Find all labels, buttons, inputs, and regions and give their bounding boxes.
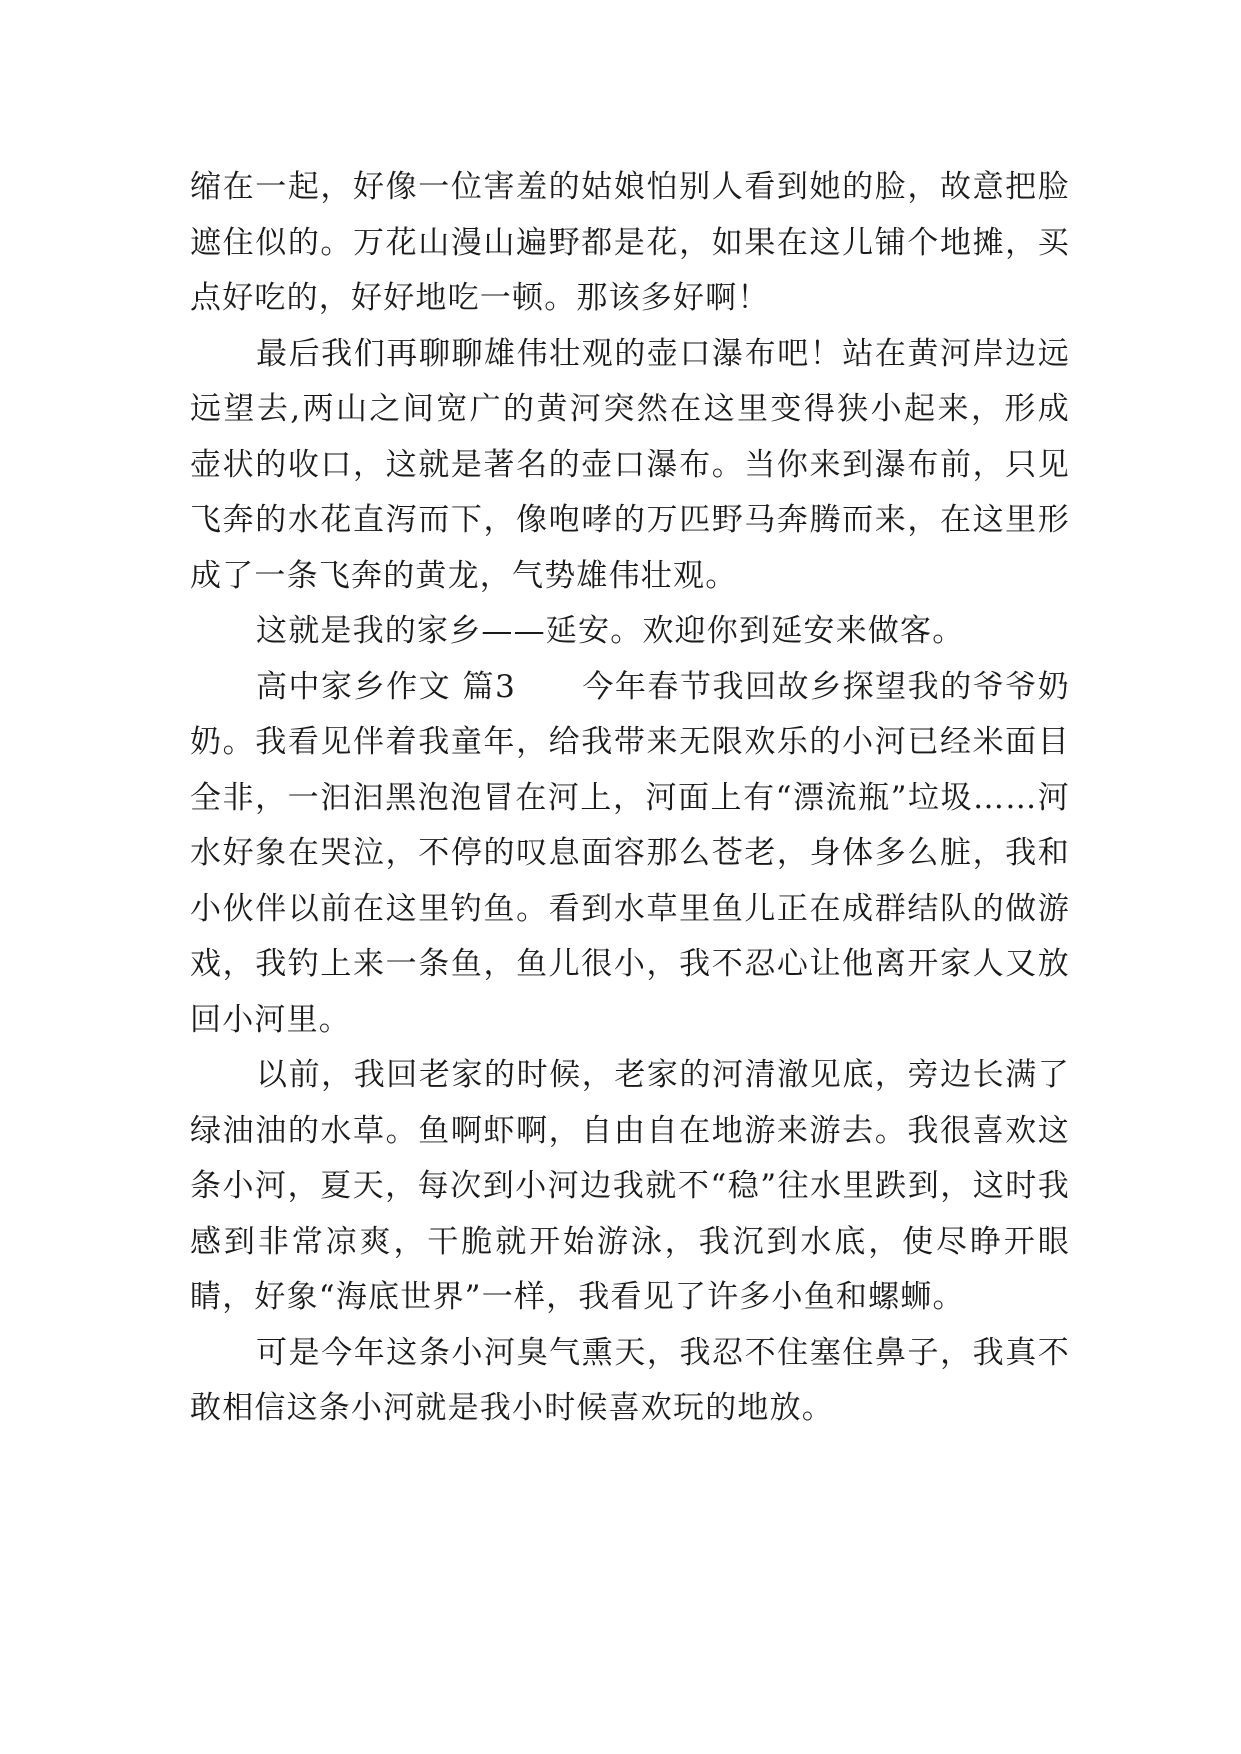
paragraph-2: 最后我们再聊聊雄伟壮观的壶口瀑布吧！站在黄河岸边远远望去,两山之间宽广的黄河突然在这里变得狭小起来，形成壶状的收口，这就是著名的壶口瀑布。当你来到瀑布前，只见飞奔的水花直泻而下，像咆哮的万匹野马奔腾而来，在这里形成了一条飞奔的黄龙，气势雄伟壮观。 <box>190 335 1070 594</box>
section-paragraph <box>190 660 1070 1049</box>
paragraph-3: 这就是我的家乡——延安。欢迎你到延安来做客。 <box>256 613 965 649</box>
paragraph-5: 以前，我回老家的时候，老家的河清澈见底，旁边长满了绿油油的水草。鱼啊虾啊，自由自在地游来游去。我很喜欢这条小河，夏天，每次到小河边我就不“稳”往水里跌到，这时我感到非常凉爽，干脆就开始游泳，我沉到水底，使尽睁开眼睛，好象“海底世界”一样，我看见了许多小鱼和螺蛳。 <box>190 1057 1070 1315</box>
document-body <box>190 160 1070 1437</box>
paragraph-6: 可是今年这条小河臭气熏天，我忍不住塞住鼻子，我真不敢相信这条小河就是我小时候喜欢玩的地放。 <box>190 1334 1070 1426</box>
paragraph-1: 缩在一起，好像一位害羞的姑娘怕别人看到她的脸，故意把脸遮住似的。万花山漫山遍野都是花，如果在这儿铺个地摊，买点好吃的，好好地吃一顿。那该多好啊！ <box>190 169 1070 316</box>
section-first-paragraph: 今年春节我回故乡探望我的爷爷奶奶。我看见伴着我童年，给我带来无限欢乐的小河已经米面目全非，一汩汩黑泡泡冒在河上，河面上有“漂流瓶”垃圾……河水好象在哭泣，不停的叹息面容那么苍老，身体多么脏，我和小伙伴以前在这里钓鱼。看到水草里鱼儿正在成群结队的做游戏，我钓上来一条鱼，鱼儿很小，我不忍心让他离开家人又放回小河里。 <box>190 668 1070 1038</box>
section-heading: 高中家乡作文 篇3 <box>256 668 517 705</box>
